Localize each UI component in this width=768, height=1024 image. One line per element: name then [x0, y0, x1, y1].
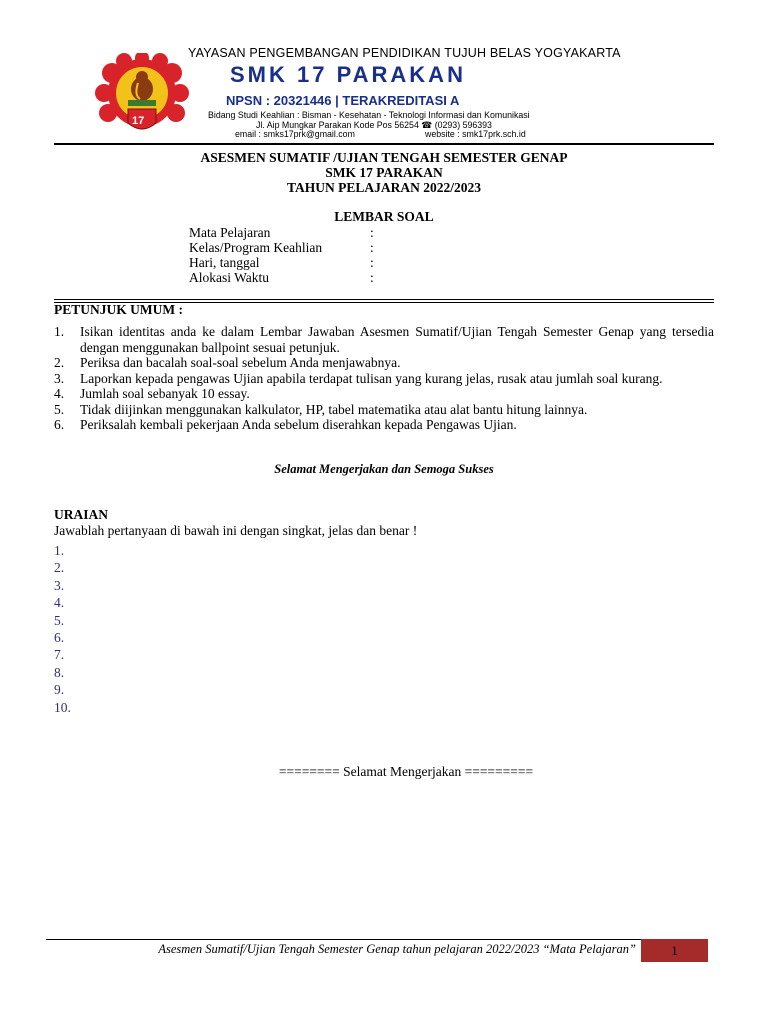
item-number: 1.: [54, 324, 65, 339]
list-item: [54, 355, 714, 371]
header-divider: [54, 143, 714, 145]
info-label-duration: Alokasi Waktu: [189, 270, 270, 285]
item-text: Periksalah kembali pekerjaan Anda sebelum diserahkan kepada Pengawas Ujian.: [80, 417, 517, 432]
item-text: Isikan identitas anda ke dalam Lembar Jawaban Asesmen Sumatif/Ujian Tengah Semester Genap yang tersedia dengan menggunakan ballpoint sesuai petunjuk.: [80, 324, 714, 355]
essay-instruction: Jawablah pertanyaan di bawah ini dengan singkat, jelas dan benar !: [54, 523, 418, 538]
info-label-class: Kelas/Program Keahlian: [189, 240, 323, 255]
item-number: 4.: [54, 386, 65, 401]
closing-message: ======== Selamat Mengerjakan =========: [278, 764, 534, 779]
item-number: 6.: [54, 417, 65, 432]
general-instructions-heading: PETUNJUK UMUM :: [54, 302, 183, 317]
item-number: 3.: [54, 370, 65, 386]
info-label-date: Hari, tanggal: [189, 255, 260, 270]
logo-number: 17: [132, 115, 145, 127]
footer-text: Asesmen Sumatif/Ujian Tengah Semester Genap tahun pelajaran 2022/2023 “Mata Pelajaran”: [158, 942, 636, 956]
question-item: 4.: [54, 595, 65, 611]
foundation-name: YAYASAN PENGEMBANGAN PENDIDIKAN TUJUH BELAS YOGYAKARTA: [188, 46, 621, 60]
list-item: [54, 386, 714, 402]
item-text: Tidak diijinkan menggunakan kalkulator, HP, tabel matematika atau alat bantu hitung lainnya.: [80, 401, 588, 417]
list-item: [54, 417, 714, 433]
question-item: 8.: [54, 664, 65, 680]
question-item: 2.: [54, 560, 65, 576]
school-name: SMK 17 PARAKAN: [230, 62, 466, 87]
question-item: 6.: [54, 629, 65, 645]
page-number: 1: [641, 939, 708, 962]
item-text: Periksa dan bacalah soal-soal sebelum Anda menjawabnya.: [80, 355, 401, 370]
list-item: [54, 371, 714, 387]
section-divider: [54, 299, 714, 300]
school-email: email : smks17prk@gmail.com: [235, 129, 355, 139]
school-address: Jl. Aip Mungkar Parakan Kode Pos 56254 ☎ (0293) 596393: [256, 120, 492, 130]
school-logo: [94, 53, 190, 143]
instruction-list: [54, 324, 714, 433]
question-item: 7.: [54, 647, 65, 663]
question-item: 1.: [54, 543, 65, 558]
sheet-title: LEMBAR SOAL: [334, 209, 434, 224]
footer-divider: [46, 939, 642, 940]
info-colon: :: [370, 270, 374, 285]
info-colon: :: [370, 255, 374, 270]
list-item: [54, 402, 714, 418]
item-number: 5.: [54, 401, 65, 417]
list-item: [54, 324, 714, 355]
study-fields: Bidang Studi Keahlian : Bisman - Kesehatan - Teknologi Informasi dan Komunikasi: [208, 110, 530, 120]
goodluck-message: Selamat Mengerjakan dan Semoga Sukses: [274, 462, 494, 476]
question-item: 5.: [54, 612, 65, 628]
question-item: 10.: [54, 699, 71, 715]
npsn-accreditation: NPSN : 20321446 | TERAKREDITASI A: [226, 93, 460, 108]
question-item: 3.: [54, 577, 65, 593]
question-list: [54, 542, 71, 716]
item-text: Jumlah soal sebanyak 10 essay.: [80, 386, 250, 401]
question-item: 9.: [54, 682, 65, 698]
item-number: 2.: [54, 355, 65, 370]
essay-heading: URAIAN: [54, 507, 108, 522]
info-colon: :: [370, 240, 374, 255]
info-colon: :: [370, 225, 374, 240]
school-website: website : smk17prk.sch.id: [425, 129, 526, 139]
exam-title: ASESMEN SUMATIF /UJIAN TENGAH SEMESTER GENAP: [200, 150, 568, 165]
exam-school: SMK 17 PARAKAN: [325, 165, 443, 180]
item-text: Laporkan kepada pengawas Ujian apabila terdapat tulisan yang kurang jelas, rusak atau jumlah soal kurang.: [80, 370, 663, 386]
exam-year: TAHUN PELAJARAN 2022/2023: [286, 180, 481, 195]
info-label-subject: Mata Pelajaran: [189, 225, 271, 240]
